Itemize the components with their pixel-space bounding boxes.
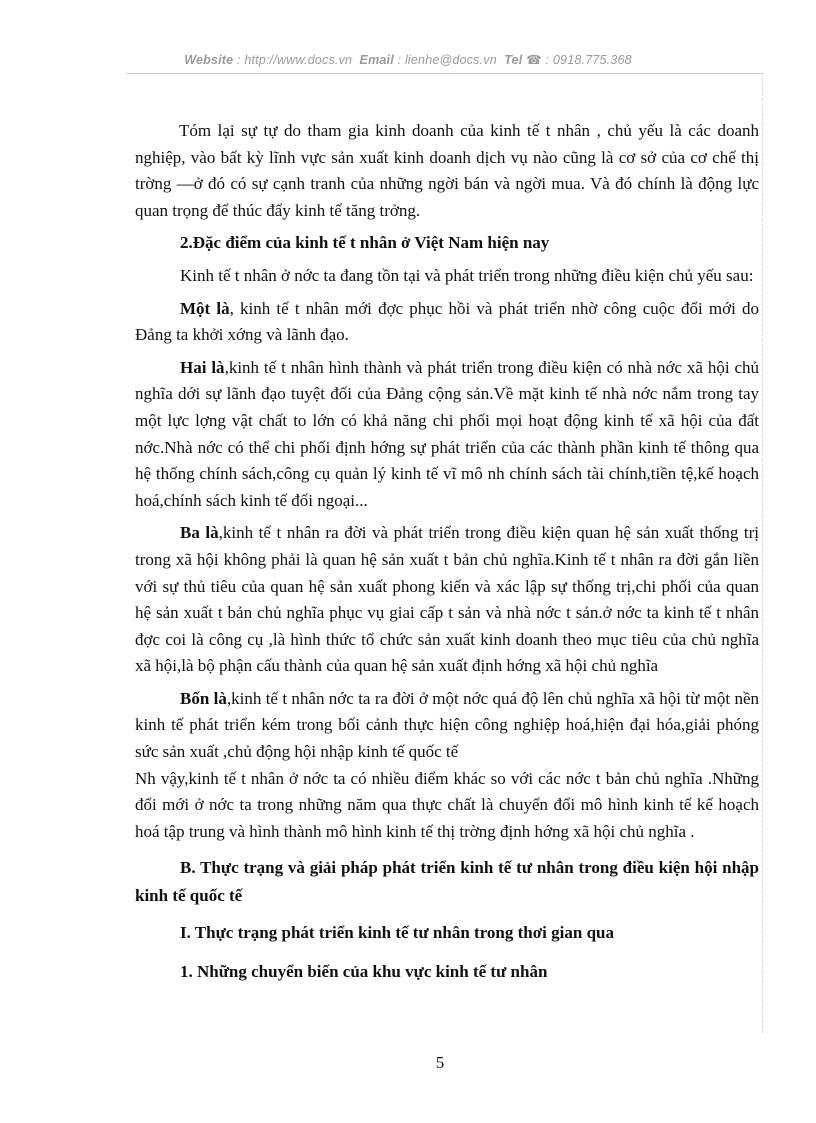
lead-mot-la: Một là	[180, 298, 230, 318]
heading-section-b: B. Thực trạng và giải pháp phát triển kinh tế tư nhân trong điều kiện hội nhập kinh tế quốc tế	[135, 858, 759, 906]
header-divider	[126, 73, 762, 74]
page-header	[0, 52, 816, 67]
tel-label: Tel ☎	[504, 53, 542, 67]
tel-value: : 0918.775.368	[545, 53, 632, 67]
website-value: : http://www.docs.vn	[237, 53, 353, 67]
paragraph-conditions: Kinh tế t nhân ở nớc ta đang tồn tại và phát triển trong những điều kiện chủ yếu sau:	[180, 265, 754, 285]
paragraph-summary: Tóm lại sự tự do tham gia kinh doanh của kinh tế t nhân , chủ yếu là các doanh nghiệp, vào bất kỳ lĩnh vực sản xuất kinh doanh dịch vụ nào cũng là cơ sở của cơ chế thị trờng —ở đó có sự cạnh tranh của những ngời bán và ngời mua. Và đó chính là động lực quan trọng để thúc đẩy kinh tế tăng trởng.	[135, 121, 759, 220]
email-value: : lienhe@docs.vn	[397, 53, 497, 67]
lead-ba-la: Ba là	[180, 523, 219, 543]
email-label: Email	[359, 53, 394, 67]
page-frame-right	[762, 73, 763, 1033]
paragraph-hai-la: Hai là,kinh tế t nhân hình thành và phát triển trong điều kiện có nhà nớc xã hội chủ nghĩa dới sự lãnh đạo tuyệt đối của Đảng cộng sản.Về mặt kinh tế nhà nớc nắm trong tay một lực lợng vật chất to lớn có khả năng chi phối mọi hoạt động kinh tế xã hội của đất nớc.Nhà nớc có thể chi phối định hớng sự phát triển của các thành phần kinh tế thông qua hệ thống chính sách,công cụ quản lý kinh tế vĩ mô nh chính sách tài chính,tiền tệ,kế hoạch hoá,chính sách kinh tế đối ngoại...	[135, 357, 759, 510]
page-number: 5	[435, 1053, 445, 1072]
document-body	[135, 118, 759, 986]
heading-subsection-1: 1. Những chuyển biến của khu vực kinh tế tư nhân	[180, 962, 548, 982]
lead-hai-la: Hai là	[180, 357, 225, 377]
paragraph-ba-la: Ba là,kinh tế t nhân ra đời và phát triển trong điều kiện quan hệ sản xuất thống trị trong xã hội không phải là quan hệ sản xuất t bản chủ nghĩa.Kinh tế t nhân ra đời gắn liền với sự thủ tiêu của quan hệ sản xuất phong kiến và xác lập sự thống trị,chi phối của quan hệ sản xuất t bản chủ nghĩa phục vụ giai cấp t sản và nhà nớc t sản.ở nớc ta kinh tế t nhân đợc coi là công cụ ,là hình thức tổ chức sản xuất kinh doanh theo mục tiêu của chủ nghĩa xã hội,là bộ phận cấu thành của quan hệ sản xuất định hớng xã hội chủ nghĩa	[135, 523, 760, 676]
heading-section-2: 2.Đặc điểm của kinh tế t nhân ở Việt Nam hiện nay	[180, 233, 550, 253]
lead-bon-la: Bốn là	[180, 688, 227, 708]
paragraph-nhu-vay: Nh vậy,kinh tế t nhân ở nớc ta có nhiều điểm khác so với các nớc t bản chủ nghĩa .Những đổi mới ở nớc ta trong những năm qua thực chất là chuyển đổi mô hình kinh tế kế hoạch hoá tập trung và hình thành mô hình kinh tế thị trờng định hớng xã hội chủ nghĩa .	[135, 768, 759, 841]
website-label: Website	[184, 53, 234, 67]
paragraph-mot-la: Một là, kinh tế t nhân mới đợc phục hồi và phát triển nhờ công cuộc đổi mới do Đảng ta khởi xớng và lãnh đạo.	[135, 298, 759, 345]
paragraph-bon-la: Bốn là,kinh tế t nhân nớc ta ra đời ở một nớc quá độ lên chủ nghĩa xã hội từ một nền kinh tế phát triển kém trong bối cảnh thực hiện công nghiệp hoá,hiện đại hóa,giải phóng sức sản xuất ,chủ động hội nhập kinh tế quốc tế	[135, 688, 759, 762]
heading-section-i: I. Thực trạng phát triển kinh tế tư nhân trong thơi gian qua	[180, 923, 614, 943]
